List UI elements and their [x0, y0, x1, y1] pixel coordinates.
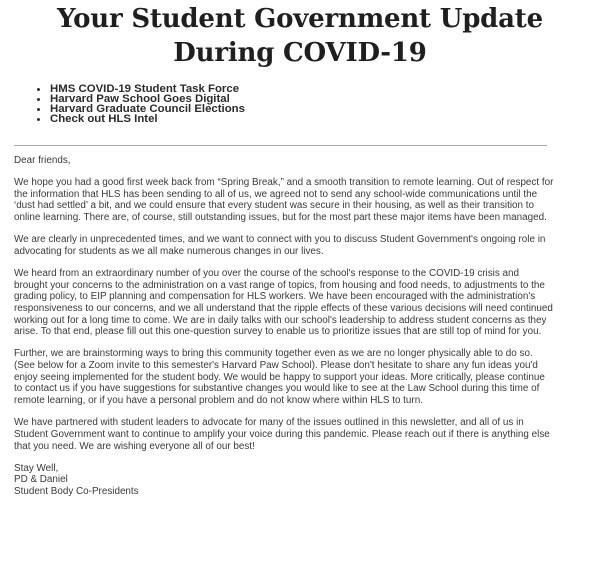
letter-greeting: Dear friends,	[14, 155, 71, 166]
signoff-role: Student Body Co-Presidents	[14, 485, 139, 497]
signoff-names: PD & Daniel	[14, 474, 68, 486]
toc-item-paw-school[interactable]: Harvard Paw School Goes Digital	[50, 94, 600, 104]
table-of-contents	[0, 84, 600, 124]
section-divider	[14, 145, 547, 146]
letter-paragraph-partnership: We have partnered with student leaders to advocate for many of the issues outlined in this newsletter, and all of us in Student Government want to continue to amplify your voice during this pandemic. Please reach out if there is anything else that you need. We are wishing everyone all of our best!	[14, 417, 550, 452]
letter-paragraph-unprecedented: We are clearly in unprecedented times, and we want to connect with you to discuss Student Government's ongoing role in advocating for students as we all make numerous changes in our lives.	[14, 234, 546, 257]
letter-body	[14, 155, 554, 498]
signoff-closing: Stay Well,	[14, 462, 59, 474]
newsletter-title-line-1: Your Student Government Update	[57, 4, 543, 34]
letter-paragraph-community: Further, we are brainstorming ways to bring this community together even as we are no longer physically able to do so. (See below for a Zoom invite to this semester's Harvard Paw School). Please don't hesitate to share any fun ideas you'd enjoy seeing implemented for the student body. We would be happy to support your ideas. More critically, please continue to contact us if you have suggestions for substantive changes you would like to see at the Law School during this time of remote learning, or if you have a personal problem and do not know where within HLS to turn.	[14, 348, 545, 407]
letter-signoff	[14, 463, 554, 498]
letter-paragraph-intro: We hope you had a good first week back from “Spring Break,” and a smooth transition to remote learning. Out of respect for the information that HLS has been sending to all of us, we agreed not to send any school-wide communications until the ‘dust had settled’ a bit, and we could ensure that every student was secure in their housing, as well as their transition to online learning. There are, of course, still outstanding issues, but for the most part these major items have been managed.	[14, 177, 554, 224]
letter-paragraph-advocacy: We heard from an extraordinary number of you over the course of the school's response to the COVID-19 crisis and brought your concerns to the administration on a vast range of topics, from housing and food needs, to adjustments to the grading policy, to EIP planning and compensation for HLS workers. We have been encouraged with the administration's responsiveness to our concerns, and we all understand that the ripple effects of these various decisions will need continued working out for a long time to come. We are in daily talks with our school's leadership to address student concerns as they arise. To that end, please fill out this one-question survey to enable us to prioritize issues that are still top of mind for you.	[14, 267, 553, 338]
toc-item-task-force[interactable]: HMS COVID-19 Student Task Force	[50, 84, 600, 94]
toc-item-hls-intel[interactable]: Check out HLS Intel	[50, 114, 600, 124]
toc-item-council-elections[interactable]: Harvard Graduate Council Elections	[50, 104, 600, 114]
newsletter-title-line-2: During COVID-19	[173, 38, 427, 68]
newsletter-title	[0, 0, 600, 70]
